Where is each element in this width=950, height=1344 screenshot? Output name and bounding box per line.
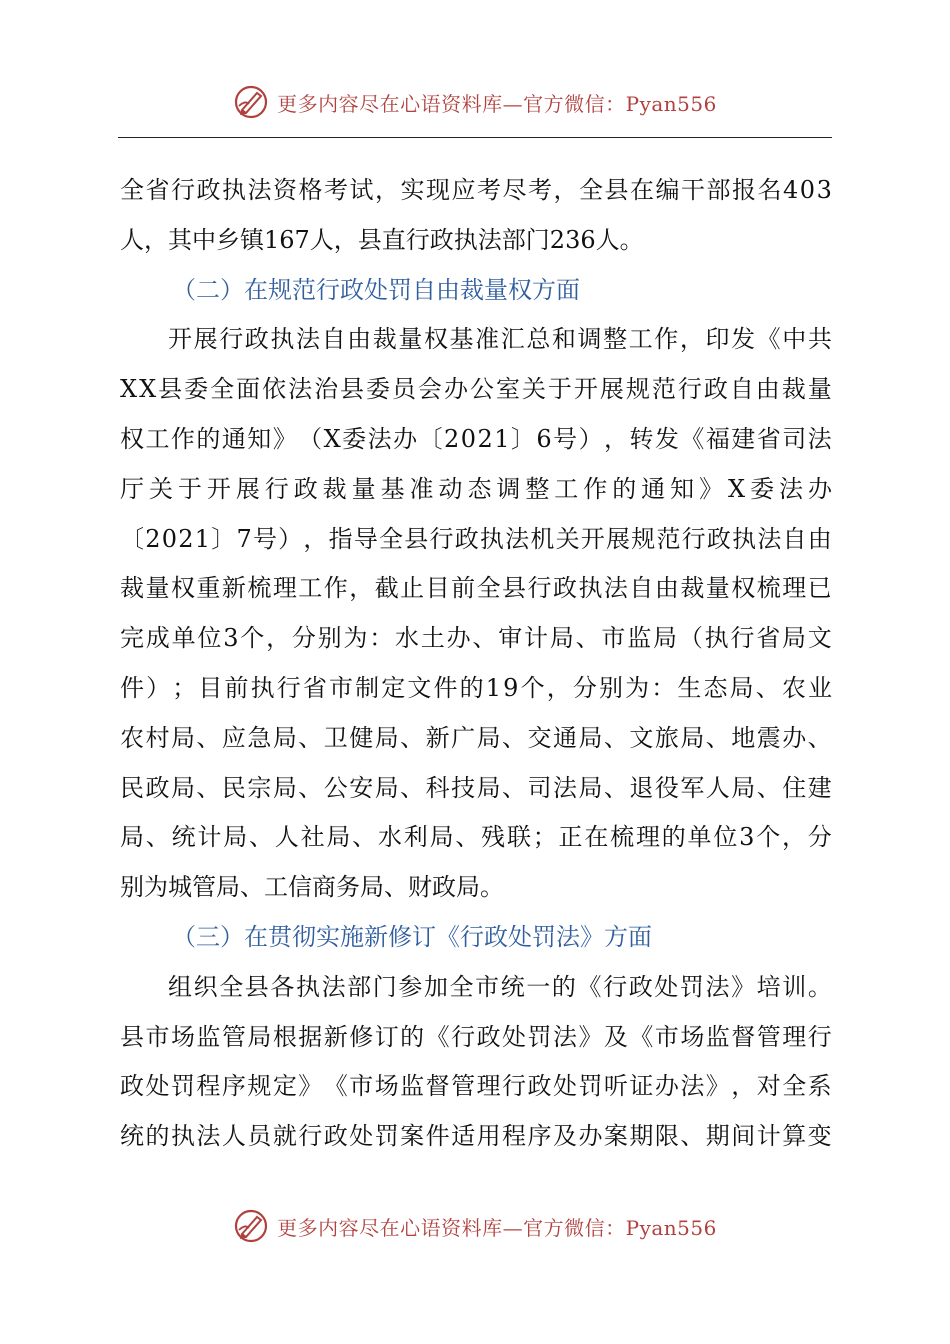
- text-line: X X 县 委 全 面 依 法 治 县 委 员 会 办 公 室 关 于 开 展 规 范 行 政 自 由 裁 量: [120, 375, 832, 404]
- text-line: 人，其中乡镇167人，县直行政执法部门236人。: [120, 225, 644, 254]
- text-line: 裁 量 权 重 新 梳 理 工 作 ， 截 止 目 前 全 县 行 政 执 法 自 由 裁 量 权 梳 理 已: [120, 574, 832, 603]
- header-banner-text: 更多内容尽在心语资料库—官方微信：Pyan556: [277, 91, 717, 116]
- text-line: 政 处 罚 程 序 规 定 》 《 市 场 监 督 管 理 行 政 处 罚 听 证 办 法 》 ， 对 全 系: [120, 1072, 832, 1101]
- paragraph-1: [120, 166, 832, 266]
- pen-logo-icon: [233, 84, 269, 120]
- text-line: 厅 关 于 开 展 行 政 裁 量 基 准 动 态 调 整 工 作 的 通 知 》 X 委 法 办: [120, 474, 832, 503]
- paragraph-3: [120, 963, 832, 1162]
- text-line: 统 的 执 法 人 员 就 行 政 处 罚 案 件 适 用 程 序 及 办 案 期 限 、 期 间 计 算 变: [120, 1122, 832, 1151]
- text-line: 县 市 场 监 管 局 根 据 新 修 订 的 《 行 政 处 罚 法 》 及 《 市 场 监 督 管 理 行: [120, 1022, 832, 1051]
- text-line: 全 省 行 政 执 法 资 格 考 试 ， 实 现 应 考 尽 考 ， 全 县 在 编 干 部 报 名 4 0 3: [120, 176, 832, 204]
- section-heading-2: （二）在规范行政处罚自由裁量权方面: [172, 275, 580, 304]
- footer-banner: [0, 1208, 950, 1244]
- section-heading-3: （三）在贯彻实施新修订《行政处罚法》方面: [172, 922, 652, 951]
- text-line: 局 、 统 计 局 、 人 社 局 、 水 利 局 、 残 联 ； 正 在 梳 理 的 单 位 3 个 ， 分: [120, 823, 832, 852]
- text-line: 组 织 全 县 各 执 法 部 门 参 加 全 市 统 一 的 《 行 政 处 罚 法 》 培 训 。: [168, 972, 832, 1001]
- text-line: 件 ） ； 目 前 执 行 省 市 制 定 文 件 的 1 9 个 ， 分 别 为 ： 生 态 局 、 农 业: [120, 673, 832, 702]
- text-line: 〔 2 0 2 1 〕 7 号 ） ， 指 导 全 县 行 政 执 法 机 关 开 展 规 范 行 政 执 法 自 由: [120, 524, 832, 553]
- text-line: 别为城管局、工信商务局、财政局。: [120, 873, 504, 902]
- document-body: [120, 166, 832, 1162]
- text-line: 完 成 单 位 3 个 ， 分 别 为 ： 水 土 办 、 审 计 局 、 市 监 局 （ 执 行 省 局 文: [120, 624, 832, 653]
- paragraph-2: [120, 315, 832, 913]
- pen-logo-icon: [233, 1208, 269, 1244]
- footer-banner-text: 更多内容尽在心语资料库—官方微信：Pyan556: [277, 1215, 717, 1240]
- text-line: 农 村 局 、 应 急 局 、 卫 健 局 、 新 广 局 、 交 通 局 、 文 旅 局 、 地 震 办 、: [120, 723, 832, 752]
- text-line: 民 政 局 、 民 宗 局 、 公 安 局 、 科 技 局 、 司 法 局 、 退 役 军 人 局 、 住 建: [120, 773, 832, 802]
- text-line: 权 工 作 的 通 知 》 （ X 委 法 办 〔 2 0 2 1 〕 6 号 ） ， 转 发 《 福 建 省 司 法: [120, 424, 832, 453]
- header-banner: [0, 84, 950, 120]
- header-divider: [118, 137, 832, 138]
- text-line: 开 展 行 政 执 法 自 由 裁 量 权 基 准 汇 总 和 调 整 工 作 ， 印 发 《 中 共: [168, 325, 832, 354]
